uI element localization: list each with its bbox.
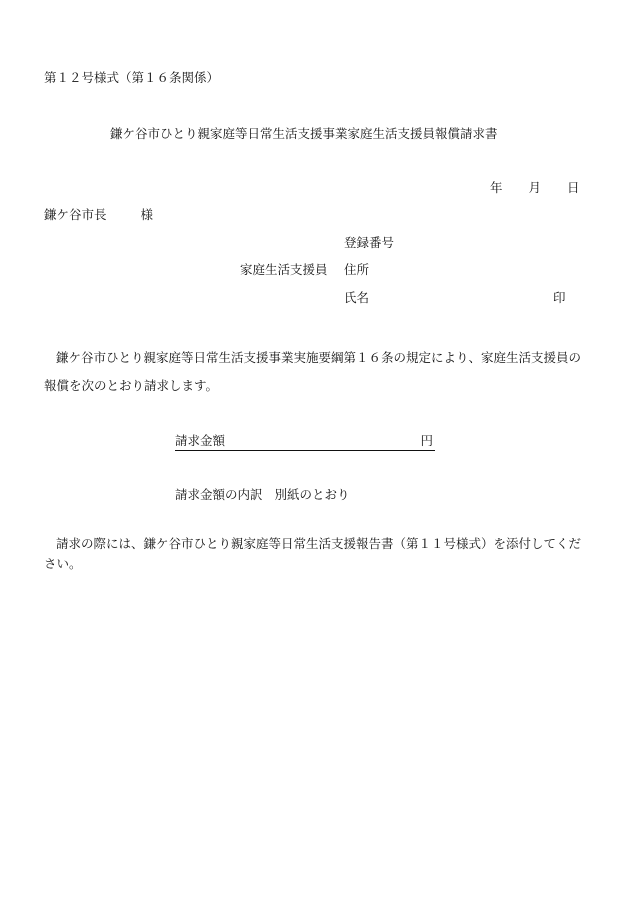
form-number: 第１２号様式（第１６条関係）	[44, 70, 220, 85]
registration-number-label: 登録番号	[344, 235, 395, 250]
date-row	[490, 182, 580, 195]
breakdown-value: 別紙のとおり	[274, 487, 350, 502]
claim-amount-field	[175, 435, 435, 451]
seal-mark: 印	[553, 290, 566, 305]
date-day-label: 日	[567, 180, 580, 195]
claim-breakdown	[175, 489, 350, 502]
address-label: 住所	[344, 262, 370, 277]
claim-amount-label: 請求金額	[175, 433, 226, 448]
supporter-role-label: 家庭生活支援員	[240, 262, 328, 277]
addressee-honorific: 様	[140, 207, 154, 222]
date-month-label: 月	[528, 180, 542, 195]
document-title: 鎌ケ谷市ひとり親家庭等日常生活支援事業家庭生活支援員報償請求書	[110, 126, 498, 141]
addressee-name: 鎌ケ谷市長	[44, 207, 107, 222]
addressee	[44, 209, 153, 222]
name-label: 氏名	[344, 290, 370, 305]
breakdown-label: 請求金額の内訳	[175, 487, 263, 502]
request-statement: 鎌ケ谷市ひとり親家庭等日常生活支援事業実施要綱第１６条の規定により、家庭生活支援員の報償を次のとおり請求します。	[44, 350, 582, 393]
date-year-label: 年	[490, 180, 503, 195]
attachment-note: 請求の際には、鎌ケ谷市ひとり親家庭等日常生活支援報告書（第１１号様式）を添付してください。	[44, 536, 582, 571]
currency-unit: 円	[420, 433, 433, 448]
